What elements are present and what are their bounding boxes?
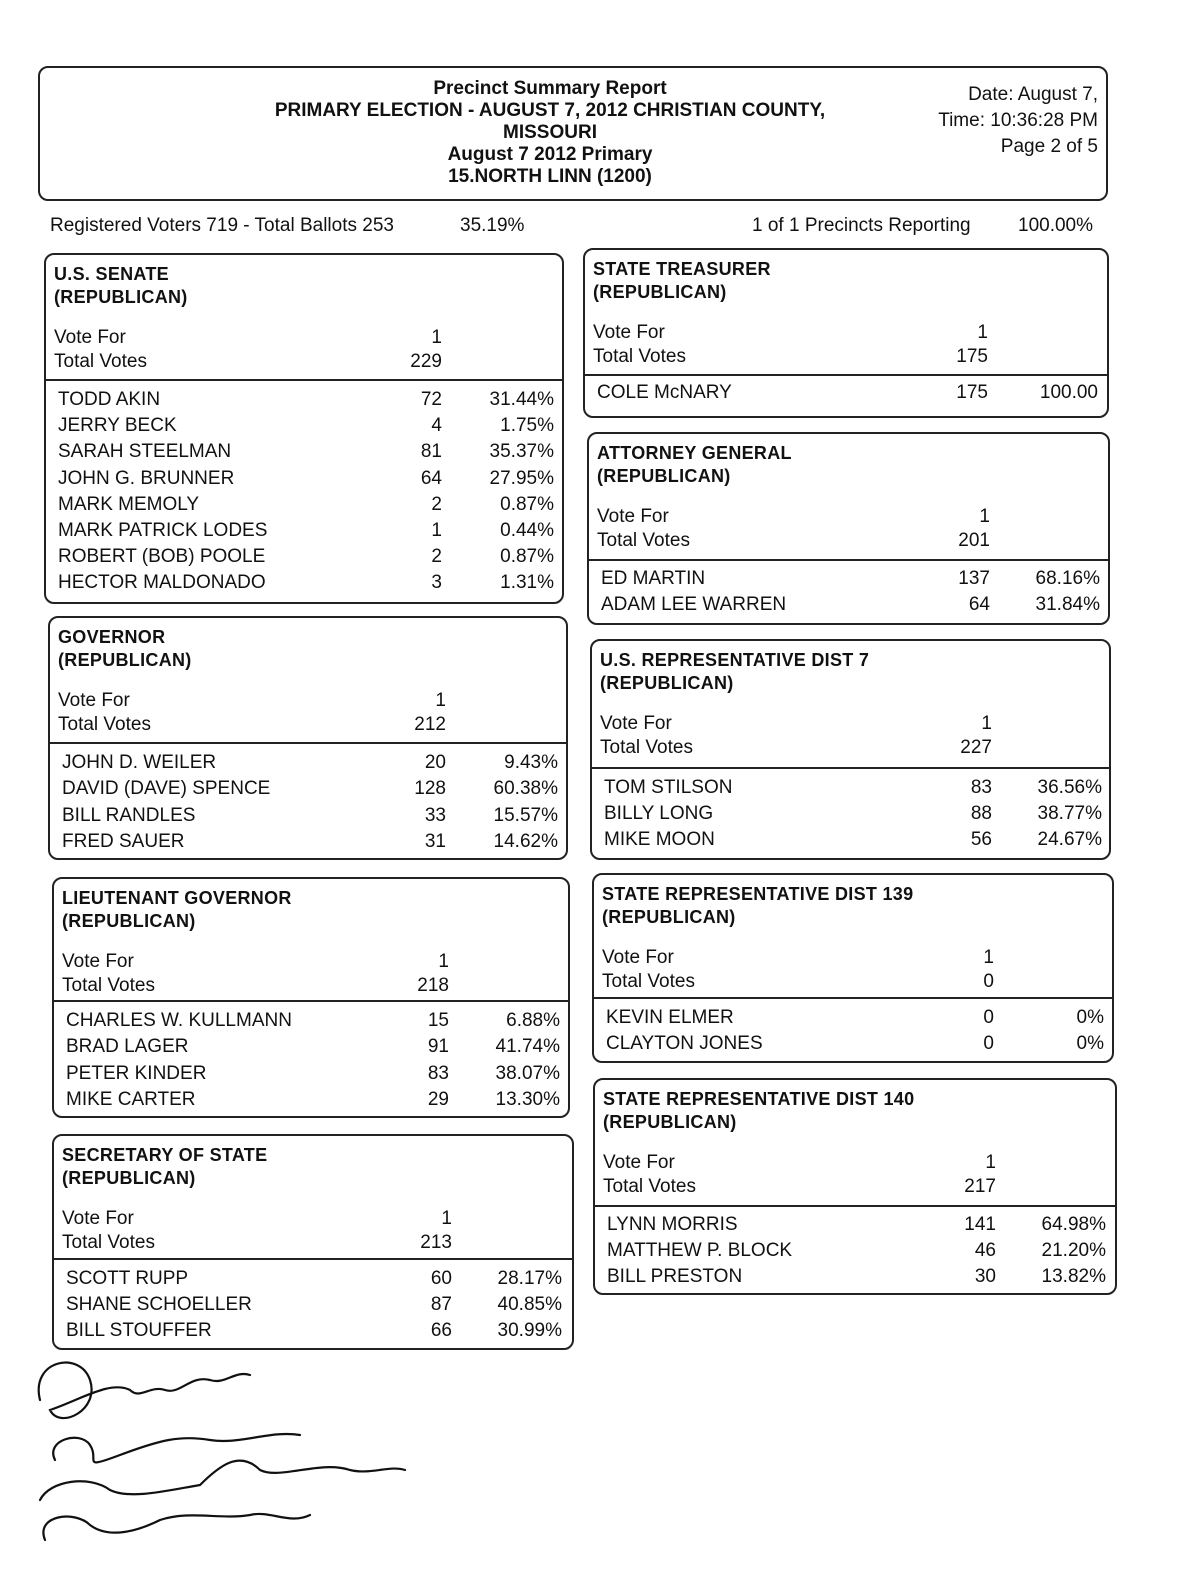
candidate-name: TODD AKIN: [58, 389, 161, 410]
total-votes-value: 212: [414, 714, 446, 735]
divider: [595, 1205, 1115, 1207]
candidate-name: BRAD LAGER: [66, 1036, 189, 1058]
race-party: (REPUBLICAN): [597, 466, 731, 486]
race-party: (REPUBLICAN): [58, 650, 192, 670]
candidate-votes: 72: [420, 389, 442, 410]
election-name: PRIMARY ELECTION - AUGUST 7, 2012 CHRISTIAN COUNTY,: [274, 100, 826, 121]
candidate-name: SCOTT RUPP: [66, 1268, 189, 1289]
total-votes-value: 227: [960, 737, 992, 758]
candidate-percent: 0%: [1076, 1007, 1104, 1028]
candidate-name: CLAYTON JONES: [606, 1033, 763, 1054]
candidate-percent: 13.82%: [1041, 1266, 1106, 1287]
candidate-name: SHANE SCHOELLER: [66, 1294, 252, 1315]
candidate-percent: 27.95%: [489, 467, 554, 489]
vote-for-label: Vote For: [54, 327, 126, 348]
total-votes-label: Total Votes: [593, 346, 686, 367]
candidate-percent: 15.57%: [493, 804, 558, 826]
candidate-percent: 9.43%: [504, 752, 558, 773]
candidate-percent: 31.44%: [489, 389, 554, 410]
total-votes-label: Total Votes: [62, 1232, 155, 1253]
candidate-percent: 0.87%: [500, 493, 554, 515]
vote-for-value: 1: [438, 951, 449, 972]
race-office: STATE REPRESENTATIVE DIST 140: [603, 1089, 915, 1109]
candidate-name: BILL PRESTON: [607, 1266, 743, 1287]
report-time: Time: 10:36:28 PM: [938, 110, 1098, 131]
vote-for-value: 1: [977, 322, 988, 343]
vote-for-value: 1: [983, 947, 994, 968]
candidate-votes: 30: [974, 1266, 996, 1287]
candidate-votes: 0: [983, 1007, 994, 1028]
candidate-name: ED MARTIN: [601, 568, 706, 589]
vote-for-value: 1: [441, 1208, 452, 1229]
candidate-votes: 2: [431, 546, 442, 568]
race-office: GOVERNOR: [58, 627, 166, 647]
vote-for-label: Vote For: [62, 1208, 134, 1229]
candidate-percent: 68.16%: [1035, 568, 1100, 589]
race-title: [603, 1088, 914, 1134]
candidate-votes: 3: [431, 572, 442, 594]
total-votes-label: Total Votes: [597, 530, 690, 551]
race-title: [62, 887, 292, 933]
candidate-votes: 2: [431, 493, 442, 515]
page-number: Page 2 of 5: [1000, 136, 1098, 157]
candidate-name: MARK PATRICK LODES: [58, 520, 268, 541]
report-date: Date: August 7,: [968, 84, 1098, 105]
race-title: [58, 626, 192, 672]
divider: [54, 1000, 568, 1002]
vote-for-label: Vote For: [593, 322, 665, 343]
candidate-votes: 81: [420, 441, 442, 463]
candidate-name: LYNN MORRIS: [607, 1214, 738, 1235]
total-votes-value: 175: [956, 346, 988, 367]
race-box-state-representative-dist-139: [592, 873, 1114, 1063]
candidate-percent: 28.17%: [497, 1268, 562, 1289]
race-title: [54, 263, 188, 309]
precinct-name: 15.NORTH LINN (1200): [448, 166, 652, 187]
candidate-percent: 38.07%: [495, 1062, 560, 1084]
candidate-name: JOHN D. WEILER: [62, 752, 217, 773]
total-votes-value: 217: [964, 1176, 996, 1197]
candidate-name: SARAH STEELMAN: [58, 441, 232, 463]
candidate-percent: 38.77%: [1037, 803, 1102, 824]
candidate-percent: 1.31%: [500, 572, 554, 594]
race-office: U.S. REPRESENTATIVE DIST 7: [600, 650, 870, 670]
vote-for-value: 1: [435, 690, 446, 711]
candidate-percent: 21.20%: [1041, 1240, 1106, 1261]
candidate-percent: 64.98%: [1041, 1214, 1106, 1235]
vote-for-value: 1: [431, 327, 442, 348]
total-votes-label: Total Votes: [62, 975, 155, 996]
total-votes-label: Total Votes: [58, 714, 151, 735]
divider: [592, 767, 1109, 769]
candidate-votes: 91: [427, 1036, 449, 1058]
race-party: (REPUBLICAN): [62, 1168, 196, 1188]
race-party: (REPUBLICAN): [600, 673, 734, 693]
report-title: Precinct Summary Report: [433, 78, 667, 99]
vote-for-label: Vote For: [603, 1152, 675, 1173]
signature-scribbles: [20, 1340, 440, 1560]
candidate-votes: 20: [424, 752, 446, 773]
candidate-name: DAVID (DAVE) SPENCE: [62, 778, 271, 800]
total-votes-value: 213: [420, 1232, 452, 1253]
race-box-attorney-general: [587, 432, 1110, 625]
divider: [585, 374, 1107, 376]
race-office: SECRETARY OF STATE: [62, 1145, 268, 1165]
candidate-name: MARK MEMOLY: [58, 493, 200, 515]
race-party: (REPUBLICAN): [602, 907, 736, 927]
race-party: (REPUBLICAN): [603, 1112, 737, 1132]
candidate-votes: 83: [970, 777, 992, 798]
candidate-percent: 0.87%: [500, 546, 554, 568]
candidate-votes: 141: [964, 1214, 996, 1235]
vote-for-value: 1: [981, 713, 992, 734]
header-titles: [180, 78, 920, 188]
candidate-name: JOHN G. BRUNNER: [58, 467, 235, 489]
race-box-state-representative-dist-140: [593, 1078, 1117, 1295]
candidate-votes: 83: [427, 1062, 449, 1084]
race-box-secretary-of-state: [52, 1134, 574, 1350]
candidate-votes: 15: [427, 1010, 449, 1031]
candidate-name: BILL RANDLES: [62, 804, 196, 826]
vote-for-value: 1: [979, 506, 990, 527]
total-votes-value: 218: [417, 975, 449, 996]
candidate-percent: 1.75%: [500, 415, 554, 437]
candidate-votes: 88: [970, 803, 992, 824]
total-votes-value: 229: [410, 351, 442, 372]
candidate-name: MIKE MOON: [604, 829, 715, 850]
divider: [46, 379, 562, 381]
candidate-votes: 64: [420, 467, 442, 489]
race-title: [597, 442, 792, 488]
vote-for-label: Vote For: [600, 713, 672, 734]
candidate-votes: 56: [970, 829, 992, 850]
race-office: LIEUTENANT GOVERNOR: [62, 888, 292, 908]
race-party: (REPUBLICAN): [593, 282, 727, 302]
report-header: [38, 66, 1108, 201]
vote-for-label: Vote For: [597, 506, 669, 527]
turnout-percent: 35.19%: [460, 215, 525, 236]
vote-for-label: Vote For: [58, 690, 130, 711]
candidate-percent: 6.88%: [506, 1010, 560, 1031]
candidate-percent: 31.84%: [1035, 594, 1100, 615]
election-subtitle: August 7 2012 Primary: [447, 144, 653, 165]
total-votes-value: 201: [958, 530, 990, 551]
race-title: [600, 649, 869, 695]
candidate-name: BILLY LONG: [604, 803, 714, 824]
precincts-reporting: 1 of 1 Precincts Reporting: [752, 215, 971, 236]
race-box-state-treasurer: [583, 248, 1109, 418]
candidate-votes: 66: [430, 1320, 452, 1341]
candidate-name: COLE McNARY: [597, 382, 732, 403]
divider: [54, 1258, 572, 1260]
total-votes-label: Total Votes: [54, 351, 147, 372]
candidate-percent: 13.30%: [495, 1088, 560, 1110]
candidate-name: HECTOR MALDONADO: [58, 572, 266, 594]
race-box-u-s-senate: [44, 253, 564, 604]
divider: [50, 742, 566, 744]
candidate-name: ADAM LEE WARREN: [601, 594, 787, 615]
race-party: (REPUBLICAN): [54, 287, 188, 307]
candidate-percent: 36.56%: [1037, 777, 1102, 798]
race-office: STATE REPRESENTATIVE DIST 139: [602, 884, 914, 904]
race-office: STATE TREASURER: [593, 259, 771, 279]
candidate-name: KEVIN ELMER: [606, 1007, 734, 1028]
total-votes-label: Total Votes: [603, 1176, 696, 1197]
candidate-percent: 24.67%: [1037, 829, 1102, 850]
race-party: (REPUBLICAN): [62, 911, 196, 931]
candidate-percent: 60.38%: [493, 778, 558, 800]
candidate-votes: 1: [431, 520, 442, 541]
race-box-u-s-representative-dist-7: [590, 639, 1111, 860]
candidate-votes: 60: [430, 1268, 452, 1289]
candidate-votes: 64: [968, 594, 990, 615]
race-office: U.S. SENATE: [54, 264, 169, 284]
candidate-name: JERRY BECK: [58, 415, 177, 437]
candidate-votes: 31: [424, 830, 446, 852]
signatures: [20, 1340, 440, 1565]
candidate-name: ROBERT (BOB) POOLE: [58, 546, 266, 568]
candidate-votes: 87: [430, 1294, 452, 1315]
total-votes-value: 0: [983, 971, 994, 992]
election-state: MISSOURI: [503, 122, 597, 143]
header-meta: [938, 82, 1098, 160]
candidate-votes: 33: [424, 804, 446, 826]
race-office: ATTORNEY GENERAL: [597, 443, 792, 463]
registered-voters: Registered Voters 719 - Total Ballots 253: [50, 215, 394, 236]
divider: [589, 559, 1108, 561]
precincts-percent: 100.00%: [1018, 215, 1094, 236]
candidate-name: CHARLES W. KULLMANN: [66, 1010, 292, 1031]
race-title: [62, 1144, 267, 1190]
vote-for-label: Vote For: [602, 947, 674, 968]
candidate-votes: 128: [414, 778, 446, 800]
candidate-percent: 41.74%: [495, 1036, 560, 1058]
vote-for-label: Vote For: [62, 951, 134, 972]
candidate-votes: 4: [431, 415, 442, 437]
candidate-name: BILL STOUFFER: [66, 1320, 212, 1341]
divider: [594, 997, 1112, 999]
race-box-governor: [48, 616, 568, 860]
candidate-percent: 40.85%: [497, 1294, 562, 1315]
candidate-votes: 0: [983, 1033, 994, 1054]
candidate-percent: 30.99%: [497, 1320, 562, 1341]
race-title: [593, 258, 771, 304]
candidate-percent: 35.37%: [489, 441, 554, 463]
candidate-name: PETER KINDER: [66, 1062, 207, 1084]
candidate-votes: 137: [958, 568, 990, 589]
candidate-name: MIKE CARTER: [66, 1088, 196, 1110]
vote-for-value: 1: [985, 1152, 996, 1173]
race-box-lieutenant-governor: [52, 877, 570, 1118]
candidate-name: FRED SAUER: [62, 830, 185, 852]
candidate-votes: 29: [427, 1088, 449, 1110]
candidate-percent: 14.62%: [493, 830, 558, 852]
candidate-votes: 46: [974, 1240, 996, 1261]
candidate-percent: 0%: [1076, 1033, 1104, 1054]
candidate-percent: 100.00: [1039, 382, 1098, 403]
candidate-votes: 175: [956, 382, 988, 403]
candidate-percent: 0.44%: [500, 520, 554, 541]
race-title: [602, 883, 913, 929]
total-votes-label: Total Votes: [602, 971, 695, 992]
candidate-name: TOM STILSON: [604, 777, 733, 798]
total-votes-label: Total Votes: [600, 737, 693, 758]
candidate-name: MATTHEW P. BLOCK: [607, 1240, 793, 1261]
